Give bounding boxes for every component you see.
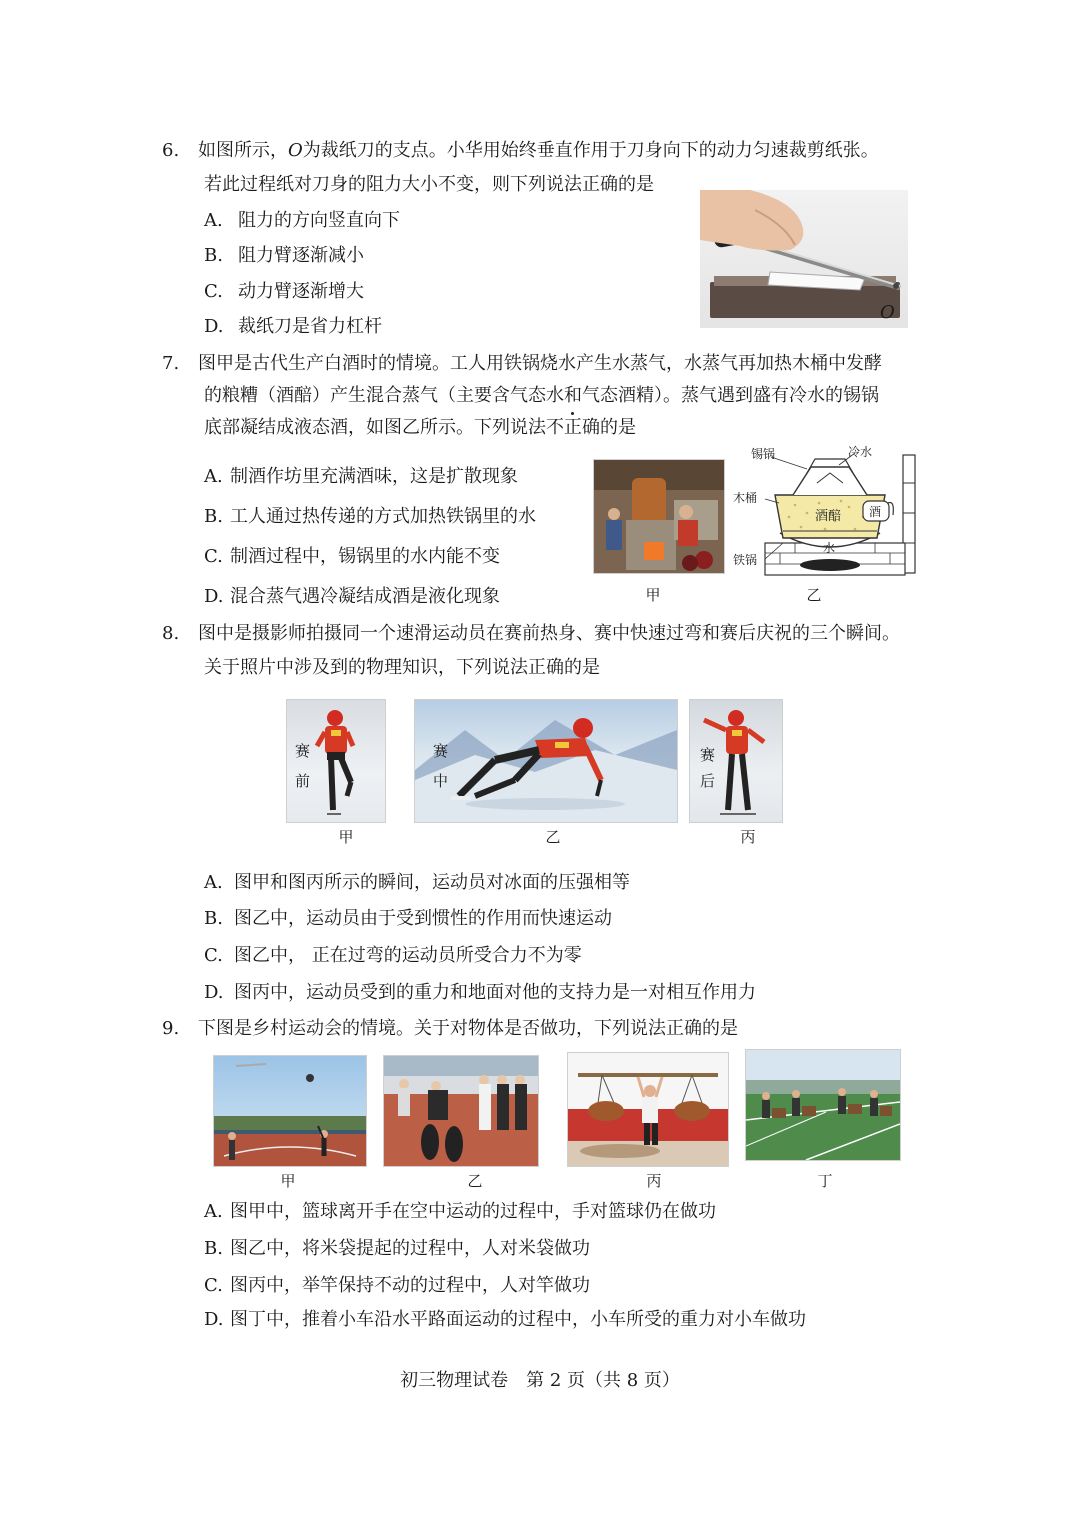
question-7-stem-line-1: 图甲是古代生产白酒时的情境。工人用铁锅烧水产生水蒸气，水蒸气再加热木桶中发酵 bbox=[198, 353, 882, 374]
question-9-option-c: C. 图丙中，举竿保持不动的过程中，人对竿做功 bbox=[204, 1275, 590, 1296]
question-7-stem-line-2: 的粮糟（酒醅）产生混合蒸气（主要含气态水和气态酒精）。蒸气遇到盛有冷水的锡锅 bbox=[204, 385, 879, 406]
question-8-option-d: D. 图丙中，运动员受到的重力和地面对他的支持力是一对相互作用力 bbox=[204, 982, 756, 1003]
question-9-option-a: A. 图甲中，篮球离开手在空中运动的过程中，手对篮球仍在做功 bbox=[204, 1201, 716, 1222]
question-7-option-a: A. 制酒作坊里充满酒味，这是扩散现象 bbox=[204, 466, 518, 487]
question-9-stem-line-1: 下图是乡村运动会的情境。关于对物体是否做功，下列说法正确的是 bbox=[198, 1018, 738, 1039]
q9-caption-jia: 甲 bbox=[280, 1172, 296, 1190]
distillation-diagram bbox=[733, 443, 921, 577]
question-8-option-c: C. 图乙中， 正在过弯的运动员所受合力不为零 bbox=[204, 945, 582, 966]
question-9-number: 9. bbox=[162, 1018, 180, 1039]
question-6-stem-line-2: 若此过程纸对刀身的阻力大小不变，则下列说法正确的是 bbox=[204, 174, 654, 195]
label-after-1: 赛 bbox=[700, 746, 716, 764]
rice-bag-lifting-photo bbox=[383, 1055, 539, 1167]
question-6-option-b: B. 阻力臂逐渐减小 bbox=[204, 245, 364, 266]
skater-before-race-photo bbox=[286, 699, 386, 823]
question-6-option-d: D. 裁纸刀是省力杠杆 bbox=[204, 316, 382, 337]
question-8-stem-line-2: 关于照片中涉及到的物理知识，下列说法正确的是 bbox=[204, 657, 600, 678]
question-8-number: 8. bbox=[162, 623, 180, 644]
question-9-option-d: D. 图丁中，推着小车沿水平路面运动的过程中，小车所受的重力对小车做功 bbox=[204, 1309, 806, 1330]
label-wood-barrel: 木桶 bbox=[733, 491, 758, 505]
question-9-option-b: B. 图乙中，将米袋提起的过程中，人对米袋做功 bbox=[204, 1238, 590, 1259]
q8-caption-bing: 丙 bbox=[740, 828, 756, 846]
q9-caption-ding: 丁 bbox=[817, 1172, 833, 1190]
label-iron-pot: 铁锅 bbox=[733, 553, 758, 567]
question-6-stem-line-1: 如图所示，O为裁纸刀的支点。小华用始终垂直作用于刀身向下的动力匀速裁剪纸张。 bbox=[198, 140, 879, 161]
label-cold-water: 冷水 bbox=[848, 445, 873, 459]
basketball-photo bbox=[213, 1055, 367, 1167]
q8-caption-jia: 甲 bbox=[338, 828, 354, 846]
label-liquor: 酒 bbox=[869, 505, 882, 519]
question-7-stem-line-3: 底部凝结成液态酒，如图乙所示。下列说法不正确的是 bbox=[204, 417, 636, 438]
question-6-number: 6. bbox=[162, 140, 180, 161]
question-8-option-a: A. 图甲和图丙所示的瞬间，运动员对冰面的压强相等 bbox=[204, 872, 630, 893]
label-during-2: 中 bbox=[433, 772, 449, 790]
label-water: 水 bbox=[823, 541, 836, 555]
cart-pushing-photo bbox=[745, 1049, 901, 1161]
question-8-stem-line-1: 图中是摄影师拍摄同一个速滑运动员在赛前热身、赛中快速过弯和赛后庆祝的三个瞬间。 bbox=[198, 623, 900, 644]
paper-cutter-photo bbox=[700, 190, 908, 328]
page-footer: 初三物理试卷 第 2 页（共 8 页） bbox=[400, 1370, 680, 1391]
question-7-option-b: B. 工人通过热传递的方式加热铁锅里的水 bbox=[204, 506, 536, 527]
q9-caption-bing: 丙 bbox=[646, 1172, 662, 1190]
label-before-1: 赛 bbox=[295, 742, 311, 760]
question-7-option-d: D. 混合蒸气遇冷凝结成酒是液化现象 bbox=[204, 586, 500, 607]
question-7-number: 7. bbox=[162, 353, 180, 374]
label-before-2: 前 bbox=[295, 772, 311, 790]
label-tin-pot: 锡锅 bbox=[751, 447, 776, 461]
pole-lifting-photo bbox=[567, 1052, 729, 1167]
q7-caption-jia: 甲 bbox=[645, 586, 661, 604]
skater-after-race-photo bbox=[689, 699, 783, 823]
q7-caption-yi: 乙 bbox=[806, 586, 822, 604]
ancient-winery-photo bbox=[593, 459, 725, 574]
q9-caption-yi: 乙 bbox=[467, 1172, 483, 1190]
question-6-option-a: A. 阻力的方向竖直向下 bbox=[204, 210, 400, 231]
label-during-1: 赛 bbox=[433, 742, 449, 760]
label-after-2: 后 bbox=[700, 772, 716, 790]
q8-caption-yi: 乙 bbox=[545, 828, 561, 846]
question-6-option-c: C. 动力臂逐渐增大 bbox=[204, 281, 364, 302]
question-7-option-c: C. 制酒过程中，锡锅里的水内能不变 bbox=[204, 546, 500, 567]
pivot-label-o: O bbox=[880, 302, 895, 323]
skater-during-race-photo bbox=[414, 699, 678, 823]
question-8-option-b: B. 图乙中，运动员由于受到惯性的作用而快速运动 bbox=[204, 908, 612, 929]
emphasis-dot bbox=[571, 412, 574, 415]
label-mash: 酒醅 bbox=[815, 509, 842, 524]
